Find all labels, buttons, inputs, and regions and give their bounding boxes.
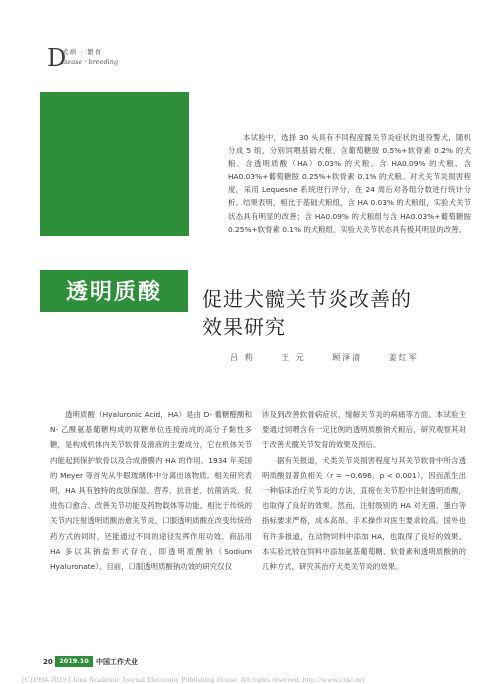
section-logo-letter: D (47, 44, 67, 72)
author-name: 王 元 (281, 353, 306, 362)
section-logo-english: isease · breeding (62, 58, 119, 66)
body-paragraph: 据有关报道，犬类关节炎损害程度与其关节软骨中所含透明质酸显著负相关（r = −0.696，p < 0.001），因而派生出一种临床治疗关节炎的方法，直接在关节腔中注射透明质酸，也取得了良好的效果。然而，注射级别的 HA 对无菌、蛋白等指标要求严格，成本高昂。手术操作对医生要求较高。国外也有许多报道，在动物饲料中添加 HA，也取得了良好的效果。本实验比较在饲料中添加氨基葡萄糖、软骨素和透明质酸钠的几种方式，研究其治疗犬类关节炎的效果。 (262, 455, 466, 572)
body-column-right (262, 407, 466, 574)
decorative-green-block-lower (40, 222, 189, 236)
page-number: 20 (43, 658, 53, 666)
decorative-green-block (40, 92, 189, 223)
author-name: 吕 莉 (230, 353, 255, 362)
article-title-line-2: 效果研究 (202, 315, 286, 339)
section-logo-chinese: 犬病 · 繁育 (62, 48, 103, 56)
author-list (230, 352, 480, 363)
body-paragraph: 透明质酸（Hyaluronic Acid，HA）是由 D- 葡糖醛酸和 N- 乙酰氨基葡糖构成的双糖单位连接而成的高分子黏性多糖，是构成机体内关节软骨及滑液的主要成分，它在机体关节内能起到保护软骨以及合成滑膜内 HA 的作用。1934 年美国的 Meyer 等首先从牛眼玻璃体中分离出该物质。相关研究表明，HA 具有独特的皮肤保湿、营养、抗衰老、抗菌消炎、促进伤口愈合、改善关节功能及药物载体等功能。相比于传统的关节内注射透明质酸治愈关节炎，口服透明质酸在改变传统给药方式的同时，还能通过不同的途径发挥作用功效。商品用 HA 多以其钠盐形式存在，即透明质酸钠（Sodium Hyaluronate）。目前，口服透明质酸钠功效的研究仅仅 (50, 410, 252, 572)
body-paragraph: 涉及到改善软骨病症状、缓解关节炎的病痛等方面。本试验主要通过饲喂含有一定比例的透明质酸钠犬粮后，研究观察其对于改善犬髋关节发育的效果及预后。 (262, 410, 466, 450)
article-abstract: 本试验中，选择 30 头具有不同程度髋关节炎症状的退役警犬，随机分成 5 组，分别饲喂基础犬粮、含葡萄糖胺 0.5%+软骨素 0.2% 的犬粮、含透明质酸（HA）0.03% 的犬粮、含 HA0.09% 的犬粮、含 HA0.03%+葡萄糖胺 0.25%+软骨素 0.1% 的犬粮。对犬关节炎损害程度，采用 Lequesne 系统进行评分，在 24 周后对各组分数进行统计分析。结果表明，相比于基础犬粮组，含 HA 0.03% 的犬粮组，实验犬关节状态具有明显的改善；含 HA0.09% 的犬粮组与含 HA0.03%+葡萄糖胺 0.25%+软骨素 0.1% 的犬粮组，实验犬关节状态具有极其明显的改善。 (228, 133, 471, 234)
article-title-line-1: 促进犬髋关节炎改善的 (202, 287, 412, 311)
magazine-name: 中国工作犬业 (96, 657, 138, 666)
body-column-left (50, 407, 252, 574)
author-name: 顾泽清 (332, 353, 363, 362)
article-title-left: 透明质酸 (65, 279, 162, 305)
issue-label: 2019.10 (59, 657, 89, 665)
copyright-notice: (C)1994-2019 China Academic Journal Electronic Publishing House. All rights reserved. http://www.cnki.net (22, 675, 365, 684)
author-name: 姜红军 (388, 353, 419, 362)
